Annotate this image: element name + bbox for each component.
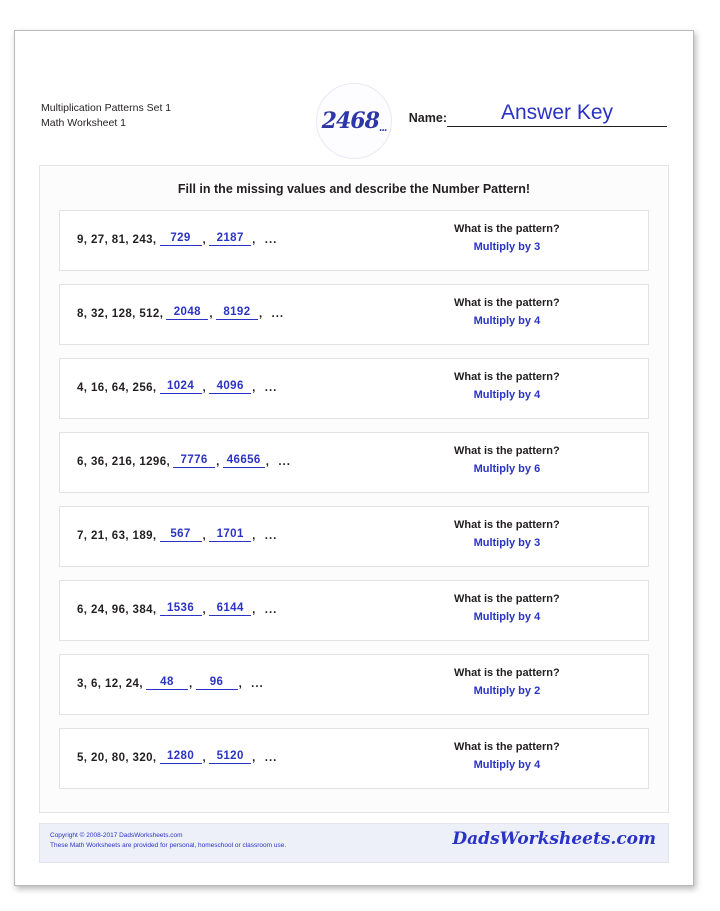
pattern-answer: Multiply by 6 — [473, 463, 541, 475]
pattern-answer-2 — [366, 297, 648, 327]
given-terms: 6, 36, 216, 1296, — [77, 456, 171, 468]
sequence-ellipsis: ... — [264, 234, 278, 246]
sequence-ellipsis: ... — [264, 530, 278, 542]
pattern-answer: Multiply by 4 — [473, 315, 541, 327]
comma-separator: , — [188, 678, 193, 690]
problem-row — [59, 580, 649, 641]
copyright-block — [50, 831, 286, 851]
worksheet-body-panel — [39, 165, 669, 813]
answer-blank-1[interactable]: 7776 — [173, 454, 215, 468]
comma-separator: , — [252, 234, 256, 246]
pattern-answer-1 — [366, 223, 648, 253]
problem-row — [59, 210, 649, 271]
comma-separator: , — [202, 752, 207, 764]
worksheet-title-block — [41, 101, 171, 131]
dadsworksheets-logo: DadsWorksheets.com — [452, 829, 656, 849]
problem-row — [59, 432, 649, 493]
logo-digits: 2468 — [321, 108, 379, 134]
given-terms: 7, 21, 63, 189, — [77, 530, 157, 542]
pattern-question: What is the pattern? — [454, 297, 560, 309]
sequence-ellipsis: ... — [278, 456, 291, 468]
answer-blank-1[interactable]: 2048 — [166, 306, 208, 320]
sequence-5 — [77, 528, 277, 542]
answer-blank-2[interactable]: 8192 — [216, 306, 258, 320]
pattern-answer-7 — [366, 667, 648, 697]
comma-separator: , — [202, 234, 207, 246]
pattern-question: What is the pattern? — [454, 445, 560, 457]
sequence-ellipsis: ... — [251, 678, 264, 690]
sequence-1 — [77, 232, 277, 246]
worksheet-footer — [39, 823, 669, 863]
answer-blank-2[interactable]: 96 — [196, 676, 238, 690]
logo-ellipsis: ... — [378, 123, 387, 134]
given-terms: 8, 32, 128, 512, — [77, 308, 164, 320]
name-value: Answer Key — [500, 101, 614, 124]
pattern-answer: Multiply by 3 — [473, 537, 541, 549]
worksheet-title: Multiplication Patterns Set 1 — [41, 102, 172, 114]
comma-separator: , — [209, 308, 213, 320]
sequence-ellipsis: ... — [264, 382, 278, 394]
copyright-line-2: These Math Worksheets are provided for personal, homeschool or classroom use. — [50, 842, 287, 849]
logo-text — [322, 108, 387, 134]
pattern-answer: Multiply by 3 — [473, 241, 541, 253]
comma-separator: , — [252, 752, 256, 764]
pattern-answer: Multiply by 4 — [473, 611, 541, 623]
comma-separator: , — [216, 456, 220, 468]
worksheet-header — [15, 31, 693, 134]
problem-row — [59, 284, 649, 345]
given-terms: 5, 20, 80, 320, — [77, 752, 157, 764]
problem-row — [59, 358, 649, 419]
given-terms: 3, 6, 12, 24, — [77, 678, 143, 690]
answer-blank-1[interactable]: 729 — [160, 232, 202, 246]
answer-blank-1[interactable]: 567 — [160, 528, 202, 542]
answer-blank-2[interactable]: 46656 — [223, 454, 265, 468]
pattern-answer: Multiply by 2 — [473, 685, 541, 697]
comma-separator: , — [238, 678, 243, 690]
sequence-4 — [77, 454, 291, 468]
given-terms: 6, 24, 96, 384, — [77, 604, 157, 616]
sequence-8 — [77, 750, 277, 764]
given-terms: 4, 16, 64, 256, — [77, 382, 157, 394]
given-terms: 9, 27, 81, 243, — [77, 234, 157, 246]
pattern-answer-4 — [366, 445, 648, 475]
pattern-answer-5 — [366, 519, 648, 549]
problem-row — [59, 728, 649, 789]
answer-blank-1[interactable]: 48 — [146, 676, 188, 690]
answer-blank-1[interactable]: 1024 — [160, 380, 202, 394]
name-field-row — [409, 101, 667, 127]
answer-blank-1[interactable]: 1280 — [160, 750, 202, 764]
sequence-7 — [77, 676, 264, 690]
pattern-question: What is the pattern? — [454, 593, 560, 605]
comma-separator: , — [202, 382, 207, 394]
comma-separator: , — [202, 604, 207, 616]
answer-blank-2[interactable]: 6144 — [209, 602, 251, 616]
comma-separator: , — [252, 530, 256, 542]
sequence-ellipsis: ... — [264, 604, 278, 616]
name-label: Name: — [408, 111, 447, 125]
pattern-answer-6 — [366, 593, 648, 623]
copyright-line-1: Copyright © 2008-2017 DadsWorksheets.com — [50, 832, 183, 839]
pattern-question: What is the pattern? — [454, 667, 560, 679]
comma-separator: , — [265, 456, 270, 468]
problem-list — [40, 210, 668, 789]
sequence-3 — [77, 380, 277, 394]
answer-blank-1[interactable]: 1536 — [160, 602, 202, 616]
pattern-question: What is the pattern? — [454, 519, 560, 531]
problem-row — [59, 654, 649, 715]
pattern-answer: Multiply by 4 — [473, 759, 541, 771]
answer-blank-2[interactable]: 4096 — [209, 380, 251, 394]
pattern-answer-8 — [366, 741, 648, 771]
comma-separator: , — [252, 604, 256, 616]
pattern-answer-3 — [366, 371, 648, 401]
answer-blank-2[interactable]: 2187 — [209, 232, 251, 246]
answer-blank-2[interactable]: 5120 — [209, 750, 251, 764]
worksheet-page — [14, 30, 694, 886]
name-input-line[interactable] — [447, 101, 667, 127]
pattern-question: What is the pattern? — [454, 223, 560, 235]
number-pattern-logo — [316, 83, 392, 159]
pattern-answer: Multiply by 4 — [473, 389, 541, 401]
pattern-question: What is the pattern? — [454, 741, 560, 753]
comma-separator: , — [252, 382, 256, 394]
problem-row — [59, 506, 649, 567]
sequence-ellipsis: ... — [271, 308, 285, 320]
sequence-6 — [77, 602, 277, 616]
answer-blank-2[interactable]: 1701 — [209, 528, 251, 542]
comma-separator: , — [258, 308, 263, 320]
instructions-text: Fill in the missing values and describe the Number Pattern! — [177, 182, 531, 196]
sequence-ellipsis: ... — [264, 752, 278, 764]
comma-separator: , — [202, 530, 207, 542]
worksheet-subtitle: Math Worksheet 1 — [41, 117, 127, 129]
sequence-2 — [77, 306, 284, 320]
pattern-question: What is the pattern? — [454, 371, 560, 383]
